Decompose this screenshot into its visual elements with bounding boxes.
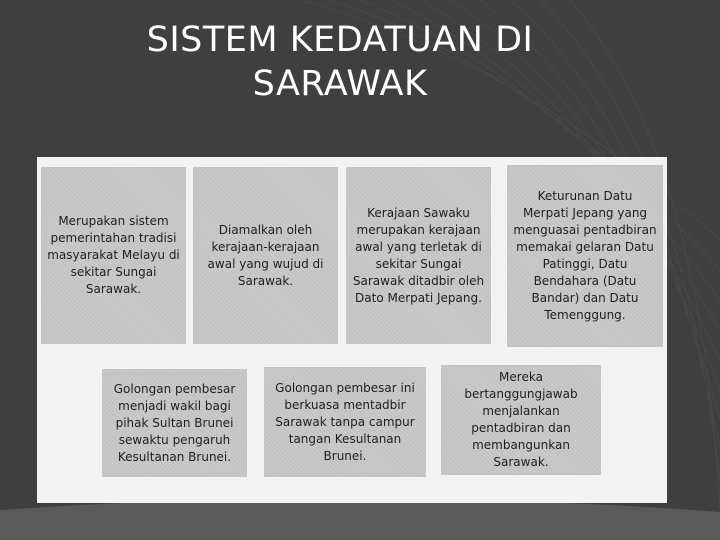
info-box-2 bbox=[193, 167, 338, 344]
scanned-textbook-image bbox=[37, 157, 667, 503]
info-box-6 bbox=[264, 367, 426, 477]
page-title bbox=[60, 18, 620, 106]
title-line-1: SISTEM KEDATUAN DI bbox=[146, 20, 534, 60]
info-box-text: Diamalkan oleh kerajaan-kerajaan awal yang wujud di Sarawak. bbox=[207, 222, 324, 288]
info-box-text: Golongan pembesar menjadi wakil bagi pihak Sultan Brunei sewaktu pengaruh Kesultanan Brunei. bbox=[113, 381, 236, 464]
info-box-text: Mereka bertanggungjawab menjalankan pentadbiran dan membangunkan Sarawak. bbox=[464, 370, 578, 469]
info-box-5 bbox=[102, 369, 247, 477]
info-box-text: Merupakan sistem pemerintahan tradisi masyarakat Melayu di sekitar Sungai Sarawak. bbox=[47, 214, 180, 296]
title-line-2: SARAWAK bbox=[252, 64, 428, 104]
info-box-text: Golongan pembesar ini berkuasa mentadbir Sarawak tanpa campur tangan Kesultanan Brunei. bbox=[275, 380, 415, 463]
info-box-text: Kerajaan Sawaku merupakan kerajaan awal yang terletak di sekitar Sungai Sarawak ditadbir oleh Dato Merpati Jepang. bbox=[352, 205, 485, 305]
info-box-3 bbox=[346, 167, 491, 344]
info-box-7 bbox=[441, 365, 601, 475]
info-box-text: Keturunan Datu Merpati Jepang yang menguasai pentadbiran memakai gelaran Datu Patinggi, Datu Bendahara (Datu Bandar) dan Datu Temenggung. bbox=[513, 189, 657, 322]
info-box-1 bbox=[41, 167, 186, 344]
info-box-4 bbox=[507, 165, 663, 347]
